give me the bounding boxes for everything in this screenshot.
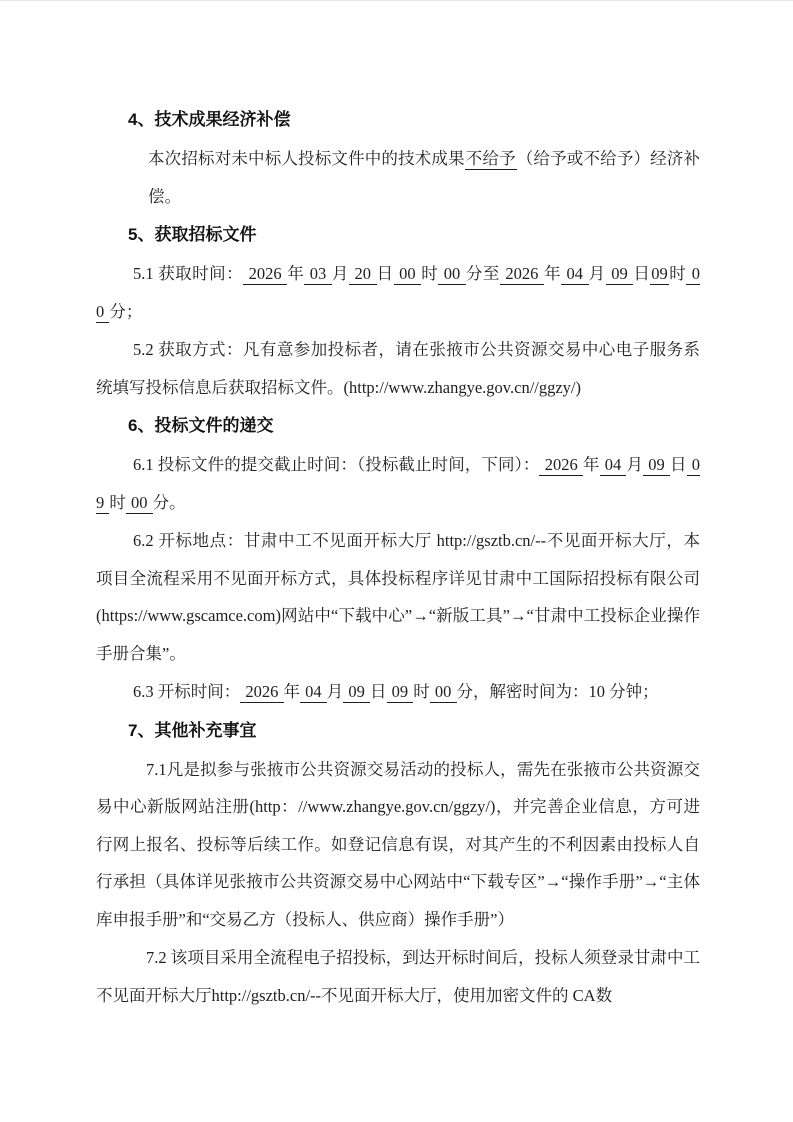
paragraph [96,255,700,330]
text-segment: 年 [582,455,600,474]
section-obtain-bid-documents [96,216,700,406]
underlined-blank: 2026 [540,455,582,474]
paragraph [96,939,700,1014]
text-segment: 年 [544,264,561,283]
text-segment: 6.2 开标地点：甘肃中工不见面开标大厅 http://gsztb.cn/--不见面开标大厅，本项目全流程采用不见面开标方式，具体投标程序详见甘肃中工国际招投标有限公司(https://www.gscamce.com)网站中“下载中心”→“新版工具”→“甘肃中工投标企业操作手册合集”。 [96,531,700,663]
text-segment: 分。 [152,492,186,512]
underlined-blank: 09 [96,455,701,512]
text-segment: 本次招标对未中标人投标文件中的技术成果 [148,149,465,168]
text-segment: 6.3 开标时间： [133,682,241,701]
underlined-blank: 09 [644,455,669,474]
paragraph [96,522,700,672]
text-segment: 时 [109,492,126,512]
underlined-blank: 04 [301,682,326,701]
text-segment: 年 [287,264,305,283]
text-segment: 5.1 获取时间： [133,264,244,283]
text-segment: 时 [413,682,430,701]
underlined-blank: 2026 [241,682,283,701]
text-segment: 日 [633,264,651,283]
underlined-blank: 03 [305,264,331,283]
section-heading: 5、获取招标文件 [128,225,257,244]
section-heading: 4、技术成果经济补偿 [128,110,291,129]
text-segment: 6.1 投标文件的提交截止时间：（投标截止时间，下同）： [133,455,540,474]
text-segment: 时 [668,264,687,283]
underlined-blank: 09 [651,264,668,283]
underlined-blank: 2026 [244,264,287,283]
section-bid-submission [96,407,700,711]
text-segment: 7.1凡是拟参与张掖市公共资源交易活动的投标人，需先在张掖市公共资源交易中心新版网站注册(http：//www.zhangye.gov.cn/ggzy/)，并完善企业信息，方可进行网上报名、投标等后续工作。如登记信息有误，对其产生的不利因素由投标人自行承担（具体详见张掖市公共资源交易中心网站中“下载专区”→“操作手册”→“主体库申报手册”和“交易乙方（投标人、供应商）操作手册”） [96,759,700,929]
underlined-blank: 00 [96,264,701,321]
underlined-blank: 04 [561,264,588,283]
paragraph [96,331,700,406]
paragraph [96,446,700,521]
text-segment: 月 [626,455,644,474]
underlined-blank: 00 [126,492,152,512]
text-segment: 日 [370,682,387,701]
section-heading: 6、投标文件的递交 [128,416,274,435]
underlined-blank: 20 [349,264,376,283]
paragraph [96,673,700,711]
text-segment: 7.2 该项目采用全流程电子招投标，到达开标时间后，投标人须登录甘肃中工不见面开标大厅http://gsztb.cn/--不见面开标大厅，使用加密文件的 CA数 [96,948,700,1005]
section-technical-compensation [96,101,700,215]
text-segment: 月 [331,264,349,283]
text-segment: 分； [109,301,143,321]
text-segment: 月 [326,682,344,701]
underlined-blank: 00 [430,682,456,701]
text-segment: 5.2 获取方式：凡有意参加投标者，请在张掖市公共资源交易中心电子服务系统填写投标信息后获取招标文件。(http://www.zhangye.gov.cn//ggzy/) [96,340,700,397]
text-segment: 分至 [465,264,500,283]
underlined-blank: 不给予 [465,149,516,168]
text-segment: 分，解密时间为：10 分钟； [456,682,659,701]
text-segment: 时 [421,264,439,283]
text-segment: 年 [283,682,300,701]
text-segment: 月 [588,264,606,283]
section-other-supplementary-matters [96,712,700,1015]
underlined-blank: 04 [600,455,626,474]
underlined-blank: 00 [394,264,421,283]
text-segment: 日 [669,455,687,474]
underlined-blank: 09 [606,264,633,283]
text-segment: 日 [376,264,394,283]
paragraph [148,140,700,215]
underlined-blank: 09 [387,682,413,701]
underlined-blank: 00 [439,264,465,283]
text-segment: （给予或不给予）经济补偿。 [148,149,700,206]
underlined-blank: 09 [344,682,369,701]
underlined-blank: 2026 [500,264,543,283]
section-heading: 7、其他补充事宜 [128,720,257,740]
paragraph [96,751,700,939]
